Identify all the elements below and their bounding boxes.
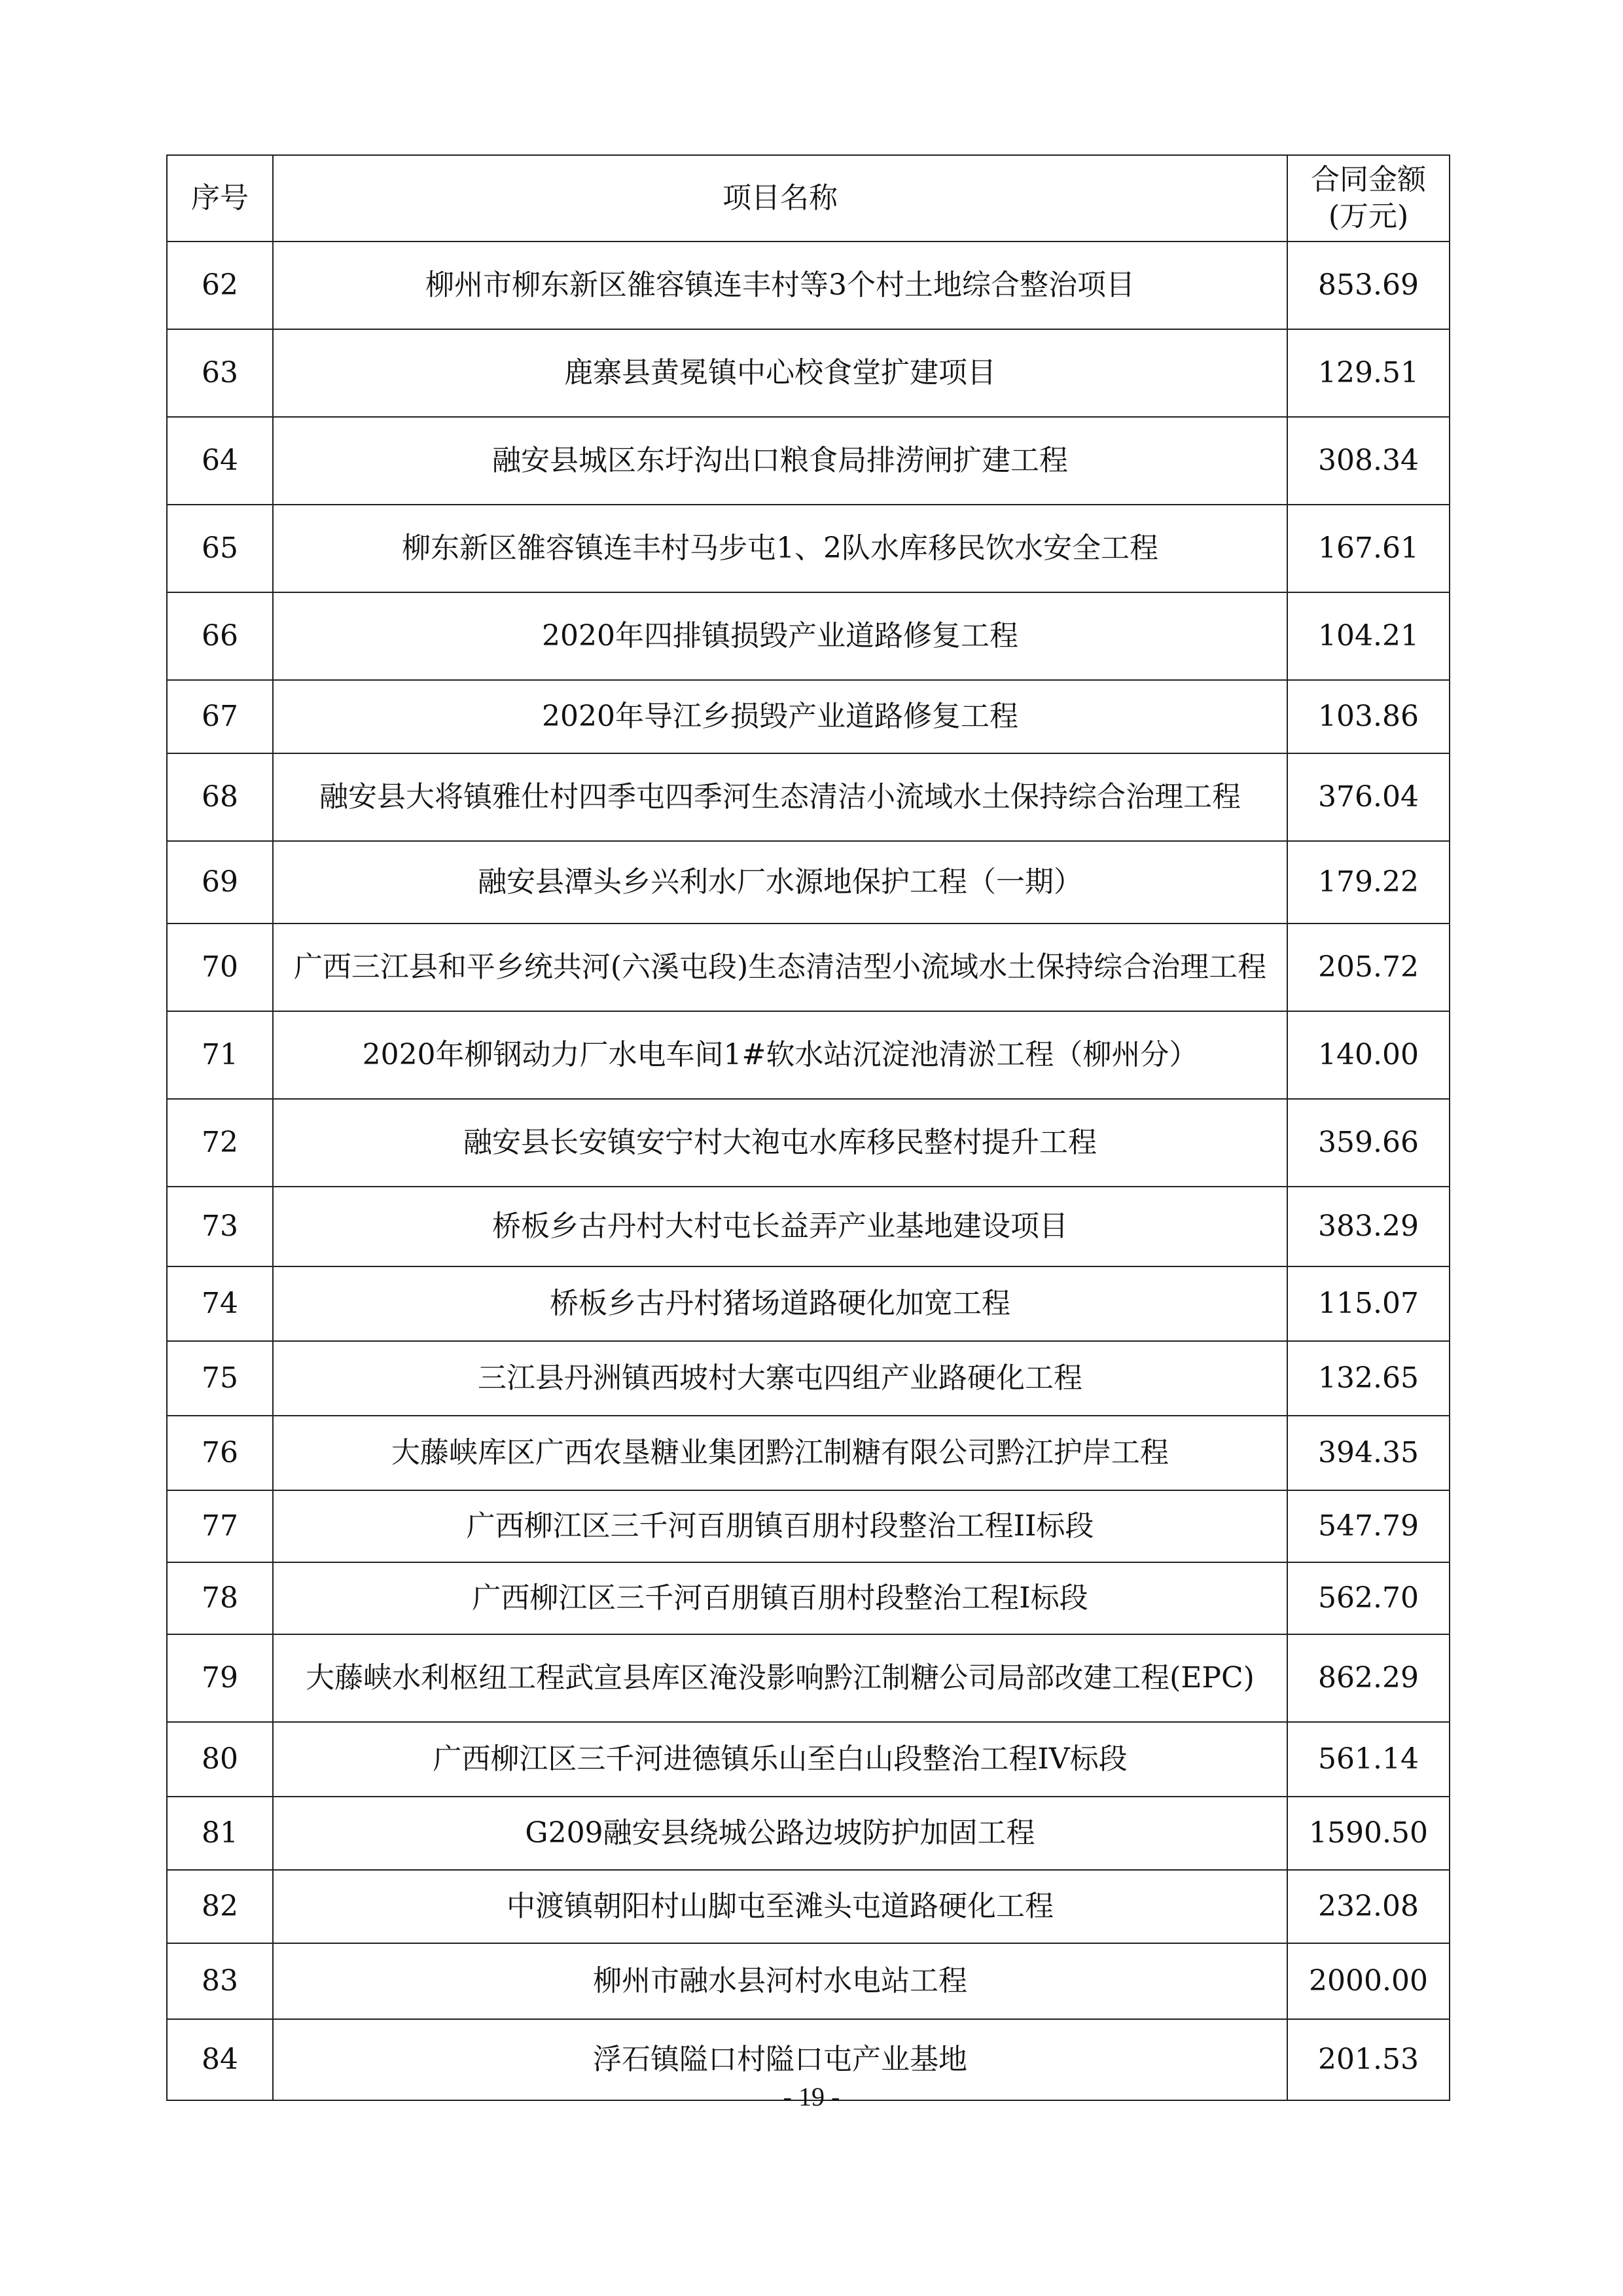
- row-project-name: 2020年四排镇损毁产业道路修复工程: [273, 592, 1287, 680]
- row-serial-number: 82: [167, 1870, 273, 1943]
- row-contract-amount: 132.65: [1287, 1341, 1450, 1416]
- row-project-name: 桥板乡古丹村猪场道路硬化加宽工程: [273, 1266, 1287, 1341]
- row-project-name: 桥板乡古丹村大村屯长益弄产业基地建设项目: [273, 1187, 1287, 1266]
- row-contract-amount: 862.29: [1287, 1634, 1450, 1722]
- table-header-row: [167, 155, 1450, 242]
- row-serial-number: 65: [167, 505, 273, 592]
- row-project-name: 广西柳江区三千河百朋镇百朋村段整治工程I标段: [273, 1562, 1287, 1634]
- row-contract-amount: 205.72: [1287, 924, 1450, 1011]
- row-contract-amount: 179.22: [1287, 841, 1450, 924]
- header-serial-number: 序号: [167, 155, 273, 242]
- row-contract-amount: 167.61: [1287, 505, 1450, 592]
- row-serial-number: 69: [167, 841, 273, 924]
- table-row: [167, 1870, 1450, 1943]
- row-serial-number: 70: [167, 924, 273, 1011]
- row-contract-amount: 853.69: [1287, 242, 1450, 329]
- row-contract-amount: 103.86: [1287, 680, 1450, 753]
- row-contract-amount: 547.79: [1287, 1490, 1450, 1562]
- row-serial-number: 66: [167, 592, 273, 680]
- row-serial-number: 77: [167, 1490, 273, 1562]
- row-project-name: 柳州市融水县河村水电站工程: [273, 1943, 1287, 2019]
- row-project-name: 2020年导江乡损毁产业道路修复工程: [273, 680, 1287, 753]
- table-row: [167, 1341, 1450, 1416]
- row-contract-amount: 201.53: [1287, 2019, 1450, 2100]
- header-contract-amount: 合同金额 (万元): [1287, 155, 1450, 242]
- table-row: [167, 1490, 1450, 1562]
- table-row: [167, 1416, 1450, 1490]
- row-contract-amount: 562.70: [1287, 1562, 1450, 1634]
- table-row: [167, 1943, 1450, 2019]
- row-serial-number: 72: [167, 1099, 273, 1187]
- row-serial-number: 67: [167, 680, 273, 753]
- row-serial-number: 76: [167, 1416, 273, 1490]
- row-contract-amount: 359.66: [1287, 1099, 1450, 1187]
- row-serial-number: 83: [167, 1943, 273, 2019]
- row-serial-number: 64: [167, 417, 273, 505]
- table-row: [167, 1187, 1450, 1266]
- row-contract-amount: 2000.00: [1287, 1943, 1450, 2019]
- table-row: [167, 924, 1450, 1011]
- row-serial-number: 63: [167, 329, 273, 417]
- table-row: [167, 1634, 1450, 1722]
- table-row: [167, 329, 1450, 417]
- row-project-name: 柳东新区雒容镇连丰村马步屯1、2队水库移民饮水安全工程: [273, 505, 1287, 592]
- row-contract-amount: 394.35: [1287, 1416, 1450, 1490]
- row-project-name: 大藤峡水利枢纽工程武宣县库区淹没影响黔江制糖公司局部改建工程(EPC): [273, 1634, 1287, 1722]
- row-serial-number: 71: [167, 1011, 273, 1099]
- row-serial-number: 73: [167, 1187, 273, 1266]
- row-contract-amount: 383.29: [1287, 1187, 1450, 1266]
- row-project-name: 柳州市柳东新区雒容镇连丰村等3个村土地综合整治项目: [273, 242, 1287, 329]
- table-row: [167, 1266, 1450, 1341]
- row-serial-number: 68: [167, 753, 273, 841]
- row-project-name: 鹿寨县黄冕镇中心校食堂扩建项目: [273, 329, 1287, 417]
- row-project-name: 融安县大将镇雅仕村四季屯四季河生态清洁小流域水土保持综合治理工程: [273, 753, 1287, 841]
- table-row: [167, 841, 1450, 924]
- row-contract-amount: 1590.50: [1287, 1797, 1450, 1870]
- table-row: [167, 753, 1450, 841]
- row-project-name: 融安县长安镇安宁村大袍屯水库移民整村提升工程: [273, 1099, 1287, 1187]
- row-contract-amount: 140.00: [1287, 1011, 1450, 1099]
- row-project-name: 广西三江县和平乡统共河(六溪屯段)生态清洁型小流域水土保持综合治理工程: [273, 924, 1287, 1011]
- row-project-name: 广西柳江区三千河进德镇乐山至白山段整治工程IV标段: [273, 1722, 1287, 1797]
- row-project-name: 融安县城区东圩沟出口粮食局排涝闸扩建工程: [273, 417, 1287, 505]
- row-contract-amount: 129.51: [1287, 329, 1450, 417]
- row-project-name: 广西柳江区三千河百朋镇百朋村段整治工程II标段: [273, 1490, 1287, 1562]
- table-row: [167, 592, 1450, 680]
- row-project-name: 融安县潭头乡兴利水厂水源地保护工程（一期）: [273, 841, 1287, 924]
- row-contract-amount: 376.04: [1287, 753, 1450, 841]
- row-serial-number: 81: [167, 1797, 273, 1870]
- row-serial-number: 75: [167, 1341, 273, 1416]
- row-serial-number: 78: [167, 1562, 273, 1634]
- row-serial-number: 62: [167, 242, 273, 329]
- row-serial-number: 79: [167, 1634, 273, 1722]
- table-row: [167, 1562, 1450, 1634]
- page-number: - 19 -: [783, 2082, 840, 2111]
- row-project-name: 中渡镇朝阳村山脚屯至滩头屯道路硬化工程: [273, 1870, 1287, 1943]
- row-project-name: 大藤峡库区广西农垦糖业集团黔江制糖有限公司黔江护岸工程: [273, 1416, 1287, 1490]
- row-project-name: 2020年柳钢动力厂水电车间1#软水站沉淀池清淤工程（柳州分）: [273, 1011, 1287, 1099]
- row-project-name: 浮石镇隘口村隘口屯产业基地: [273, 2019, 1287, 2100]
- project-contract-table: [166, 154, 1450, 2101]
- row-project-name: G209融安县绕城公路边坡防护加固工程: [273, 1797, 1287, 1870]
- table-row: [167, 505, 1450, 592]
- row-serial-number: 84: [167, 2019, 273, 2100]
- table-row: [167, 1011, 1450, 1099]
- header-project-name: 项目名称: [273, 155, 1287, 242]
- row-project-name: 三江县丹洲镇西坡村大寨屯四组产业路硬化工程: [273, 1341, 1287, 1416]
- table-row: [167, 1797, 1450, 1870]
- table-row: [167, 680, 1450, 753]
- table-row: [167, 1722, 1450, 1797]
- row-contract-amount: 561.14: [1287, 1722, 1450, 1797]
- row-serial-number: 80: [167, 1722, 273, 1797]
- row-contract-amount: 308.34: [1287, 417, 1450, 505]
- table-row: [167, 242, 1450, 329]
- row-contract-amount: 104.21: [1287, 592, 1450, 680]
- row-contract-amount: 232.08: [1287, 1870, 1450, 1943]
- table-row: [167, 417, 1450, 505]
- row-serial-number: 74: [167, 1266, 273, 1341]
- row-contract-amount: 115.07: [1287, 1266, 1450, 1341]
- table-row: [167, 1099, 1450, 1187]
